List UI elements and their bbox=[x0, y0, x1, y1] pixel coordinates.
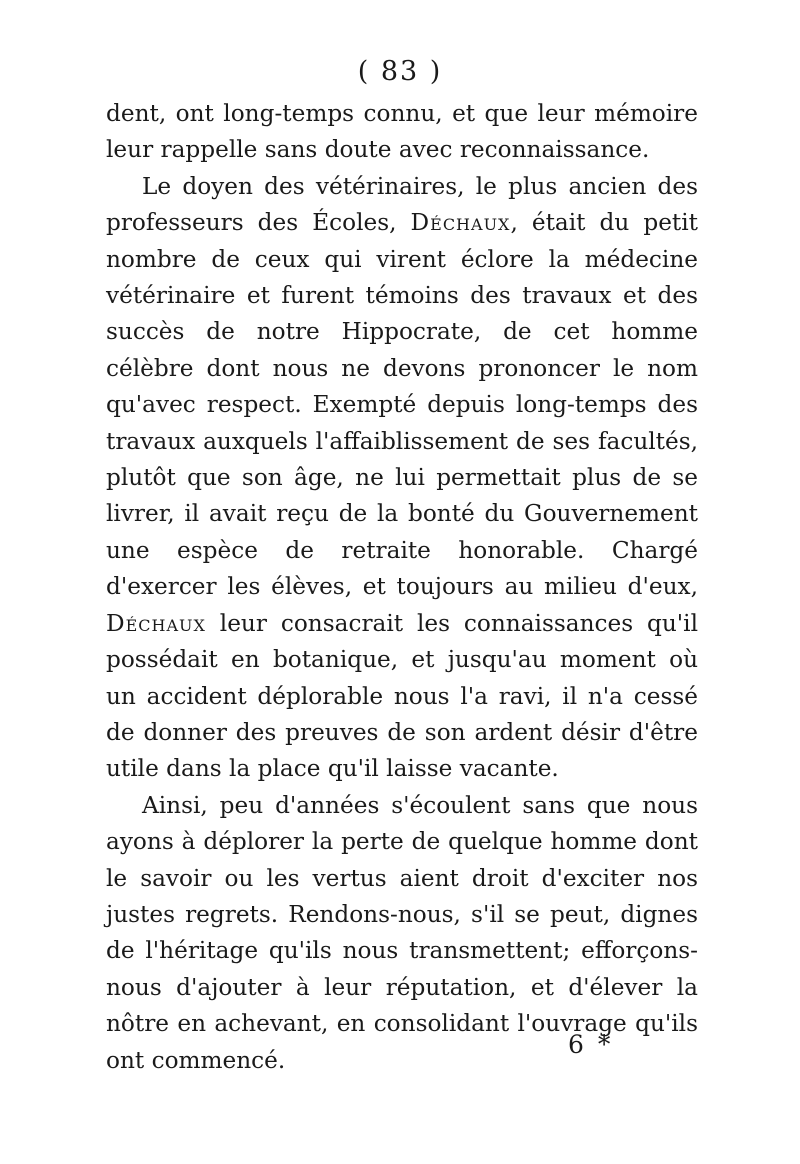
paragraph-text: leur consacrait les connaissances qu'il possédait en botanique, et jusqu'au moment où un accident déplorable nous l'a ravi, il n'a cessé de donner des preuves de son ardent désir d'être utile dans la place qu'il laisse vacante. bbox=[106, 609, 698, 783]
author-name: Déchaux bbox=[106, 609, 206, 637]
paragraph-dechaux bbox=[106, 169, 698, 788]
paragraph-continuation bbox=[106, 96, 698, 169]
paragraph-text: dent, ont long-temps connu, et que leur mémoire leur rappelle sans doute avec reconnaissance. bbox=[106, 100, 698, 164]
paragraph-text: Ainsi, peu d'années s'écoulent sans que nous ayons à déplorer la perte de quelque homme dont le savoir ou les vertus aient droit d'exciter nos justes regrets. Rendons-nous, s'il se peut, dignes de l'héritage qu'ils nous transmettent; efforçons-nous d'ajouter à leur réputation, et d'élever la nôtre en achevant, en consolidant l'ouvrage qu'ils ont commencé. bbox=[106, 791, 698, 1074]
paragraph-text: , était du petit nombre de ceux qui virent éclore la médecine vétérinaire et furent témoins des travaux et des succès de notre Hippocrate, de cet homme célèbre dont nous ne devons prononcer le nom qu'avec respect. Exempté depuis long-temps des travaux auxquels l'affaiblissement de ses facultés, plutôt que son âge, ne lui permettait plus de se livrer, il avait reçu de la bonté du Gouvernement une espèce de retraite honorable. Chargé d'exercer les élèves, et toujours au milieu d'eux, bbox=[106, 209, 698, 601]
page-number: ( 83 ) bbox=[357, 56, 443, 87]
body-text bbox=[106, 96, 698, 1079]
paragraph-text: Le doyen des vétérinaires, le plus ancien des professeurs des Écoles, bbox=[106, 172, 698, 237]
signature-mark: 6 * bbox=[568, 1030, 614, 1059]
author-name: Déchaux bbox=[410, 209, 511, 237]
